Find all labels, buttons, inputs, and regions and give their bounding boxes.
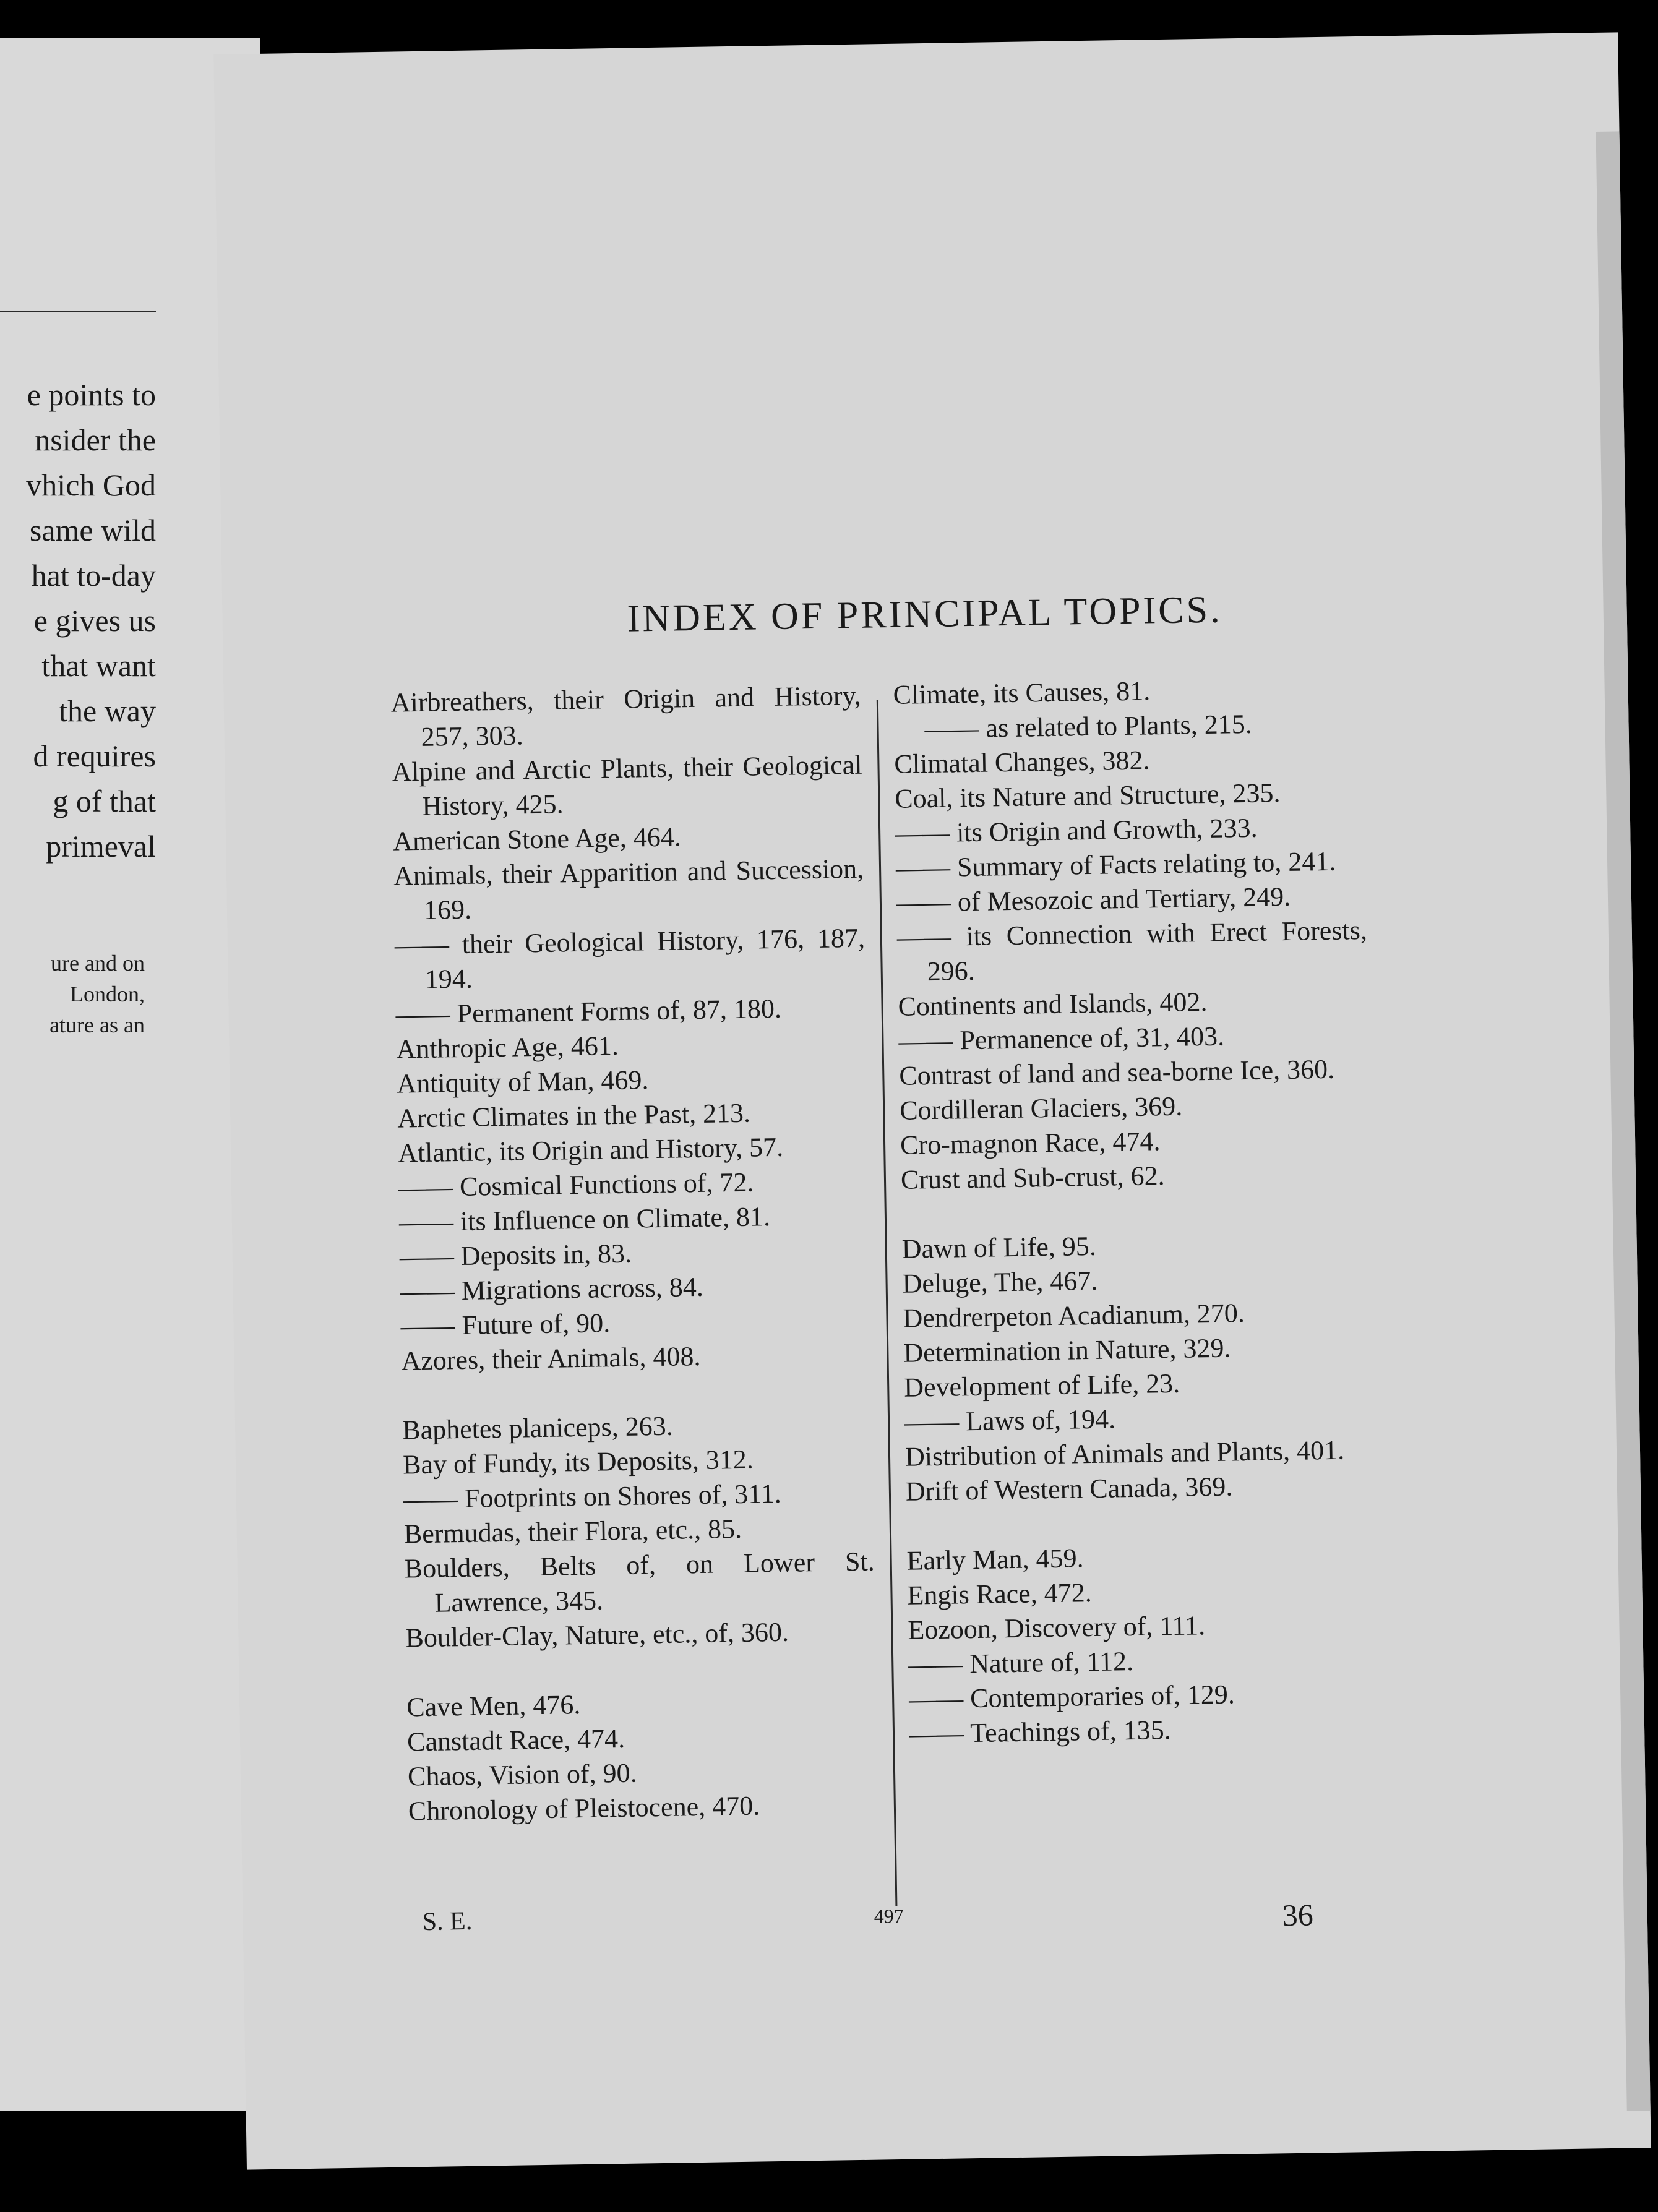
index-entry: Development of Life, 23. (903, 1368, 1180, 1403)
index-entry: Eozoon, Discovery of, 111. (908, 1610, 1206, 1645)
index-entry: —— Migrations across, 84. (400, 1271, 704, 1307)
index-entry: —— their Geological History, 176, 187, 194. (394, 922, 866, 995)
index-entry: Airbreathers, their Origin and History, 257, 303. (390, 680, 862, 752)
text-line: vhich God (26, 468, 156, 502)
index-entry: Climatal Changes, 382. (894, 745, 1150, 779)
index-entry: Atlantic, its Origin and History, 57. (397, 1131, 784, 1168)
text-line: the way (59, 693, 156, 728)
page-number: 497 (874, 1904, 904, 1927)
text-line: g of that (53, 784, 156, 818)
index-entry: —— Cosmical Functions of, 72. (398, 1167, 754, 1203)
index-entry: Early Man, 459. (906, 1543, 1084, 1576)
index-column-left (390, 679, 878, 1829)
signature-mark: S. E. (422, 1906, 473, 1937)
index-entry: —— its Influence on Climate, 81. (398, 1201, 771, 1238)
index-entry: Boulder-Clay, Nature, etc., of, 360. (405, 1616, 789, 1653)
index-entry: Animals, their Apparition and Succession, 169. (393, 853, 864, 925)
index-entry: —— Permanent Forms of, 87, 180. (395, 993, 782, 1030)
index-entry: Chaos, Vision of, 90. (407, 1757, 637, 1792)
page-edge (1596, 131, 1651, 2111)
text-line: d requires (33, 739, 156, 773)
index-entry: Anthropic Age, 461. (396, 1030, 619, 1065)
sheet-number: 36 (1282, 1897, 1314, 1933)
index-entry: Baphetes planiceps, 263. (402, 1410, 674, 1446)
text-line: same wild (29, 513, 156, 547)
index-entry: —— Deposits in, 83. (399, 1238, 632, 1272)
index-entry: Cave Men, 476. (406, 1689, 581, 1723)
index-entry: Dawn of Life, 95. (901, 1230, 1097, 1264)
left-page-text (26, 372, 156, 869)
index-entry: —— Future of, 90. (400, 1308, 611, 1342)
text-line: primeval (46, 829, 156, 864)
index-entry: —— Nature of, 112. (908, 1646, 1134, 1680)
index-entry: —— as related to Plants, 215. (924, 708, 1253, 745)
index-page (213, 32, 1651, 2169)
index-entry: —— Laws of, 194. (904, 1404, 1116, 1438)
text-line: hat to-day (31, 558, 156, 593)
text-line: nsider the (35, 422, 156, 457)
index-entry: Arctic Climates in the Past, 213. (397, 1097, 751, 1134)
index-entry: American Stone Age, 464. (392, 821, 682, 857)
index-entry: Chronology of Pleistocene, 470. (408, 1790, 760, 1827)
index-entry: Determination in Nature, 329. (903, 1332, 1231, 1368)
page-title: INDEX OF PRINCIPAL TOPICS. (627, 588, 1223, 640)
footnote-line: London, (70, 982, 145, 1006)
index-entry: —— Teachings of, 135. (909, 1715, 1172, 1749)
text-line: e gives us (33, 603, 156, 638)
footnote-line: ature as an (49, 1013, 145, 1037)
left-page-footnote (49, 948, 145, 1040)
index-entry: Distribution of Animals and Plants, 401. (904, 1434, 1345, 1472)
index-entry: Drift of Western Canada, 369. (905, 1471, 1233, 1507)
index-entry: —— Footprints on Shores of, 311. (403, 1478, 782, 1515)
index-entry: Crust and Sub-crust, 62. (900, 1160, 1165, 1195)
index-entry: —— its Connection with Erect Forests, 296. (896, 914, 1368, 987)
text-line: that want (41, 648, 156, 683)
index-entry: Boulders, Belts of, on Lower St. Lawrence, 345. (404, 1546, 875, 1618)
text-line: e points to (27, 377, 156, 412)
column-divider (877, 700, 898, 1906)
index-entry: Cro-magnon Race, 474. (900, 1126, 1161, 1160)
section-rule (0, 311, 156, 312)
index-entry: Engis Race, 472. (907, 1577, 1093, 1611)
index-entry: Bay of Fundy, its Deposits, 312. (402, 1444, 754, 1480)
index-entry: Alpine and Arctic Plants, their Geological History, 425. (392, 749, 862, 821)
index-entry: Coal, its Nature and Structure, 235. (894, 778, 1281, 814)
index-entry: Contrast of land and sea-borne Ice, 360. (898, 1053, 1335, 1091)
index-entry: —— its Origin and Growth, 233. (895, 812, 1258, 849)
index-entry: Antiquity of Man, 469. (397, 1065, 649, 1099)
footnote-line: ure and on (51, 951, 145, 975)
index-entry: Dendrerpeton Acadianum, 270. (903, 1298, 1245, 1334)
index-entry: Deluge, The, 467. (902, 1265, 1098, 1299)
index-entry: Canstadt Race, 474. (406, 1723, 625, 1757)
index-entry: —— Summary of Facts relating to, 241. (895, 846, 1336, 883)
index-column-right (893, 671, 1380, 1752)
index-entry: Continents and Islands, 402. (898, 987, 1208, 1022)
index-entry: Cordilleran Glaciers, 369. (899, 1091, 1183, 1126)
index-entry: Azores, their Animals, 408. (401, 1340, 701, 1376)
index-entry: —— of Mesozoic and Tertiary, 249. (896, 881, 1291, 918)
index-entry: Bermudas, their Flora, etc., 85. (403, 1513, 742, 1550)
index-entry: Climate, its Causes, 81. (893, 675, 1151, 710)
index-entry: —— Contemporaries of, 129. (908, 1679, 1235, 1715)
index-entry: —— Permanence of, 31, 403. (898, 1021, 1225, 1057)
